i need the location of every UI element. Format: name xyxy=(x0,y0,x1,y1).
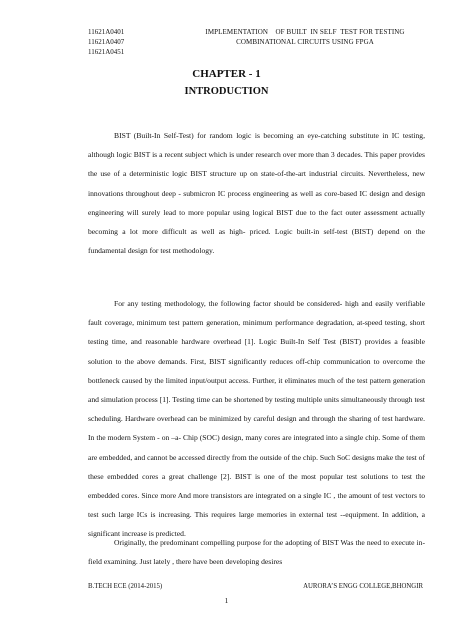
body-paragraph: For any testing methodology, the following factor should be considered- high and easily verifiable fault coverage, minimum test pattern generation, minimum performance degradation, at-speed testing, short testing time, and reasonable hardware overhead [1]. Logic Built-In Self Test (BIST) provides a feasible solution to the above demands. First, BIST significantly reduces off-chip communication to overcome the bottleneck caused by the limited input/output access. Further, it eliminates much of the test pattern generation and simulation process [1]. Testing time can be shortened by testing multiple units simultaneously through test scheduling. Hardware overhead can be minimized by careful design and through the sharing of test hardware. In the modern System - on –a- Chip (SOC) design, many cores are integrated into a single chip. Some of them are embedded, and cannot be accessed directly from the outside of the chip. Such SoC designs make the test of these embedded cores a great challenge [2]. BIST is one of the most popular test solutions to test the embedded cores. Since more And more transistors are integrated on a single IC , the amount of test vectors to test such large ICs is increasing. This requires large memories in external test --equipment. In addition, a significant increase is predicted. xyxy=(88,299,425,539)
roll-number: 11621A0451 xyxy=(88,48,125,56)
running-header-title xyxy=(185,27,425,47)
roll-number: 11621A0401 xyxy=(88,28,125,36)
roll-number: 11621A0407 xyxy=(88,38,125,46)
header-title-line: IMPLEMENTATION OF BUILT IN SELF TEST FOR TESTING xyxy=(205,28,405,36)
chapter-title: INTRODUCTION xyxy=(184,86,269,97)
page-number: 1 xyxy=(224,596,229,605)
footer-college: AURORA’S ENGG COLLEGE,BHONGIR xyxy=(303,583,423,590)
footer-course: B.TECH ECE (2014-2015) xyxy=(88,583,163,590)
body-paragraph: BIST (Built-In Self-Test) for random logic is becoming an eye-catching substitute in IC testing, although logic BIST is a recent subject which is under research over more than 3 decades. This paper provides the use of a deterministic logic BIST structure up on state-of-the-art industrial circuits. Nevertheless, new innovations throughout deep - submicron IC process engineering as well as core-based IC design and design engineering will surely lead to more popular using logical BIST due to the fact outer assessment actually becoming a lot more difficult as well as high- priced. Logic built-in self-test (BIST) depend on the fundamental design for test methodology. xyxy=(88,131,425,256)
body-paragraph: Originally, the predominant compelling purpose for the adopting of BIST Was the need to execute in-field examining. Just lately , there have been developing desires xyxy=(88,538,425,567)
chapter-label: CHAPTER - 1 xyxy=(192,68,261,80)
header-title-line: COMBINATIONAL CIRCUITS USING FPGA xyxy=(236,38,374,46)
roll-numbers xyxy=(88,27,124,57)
